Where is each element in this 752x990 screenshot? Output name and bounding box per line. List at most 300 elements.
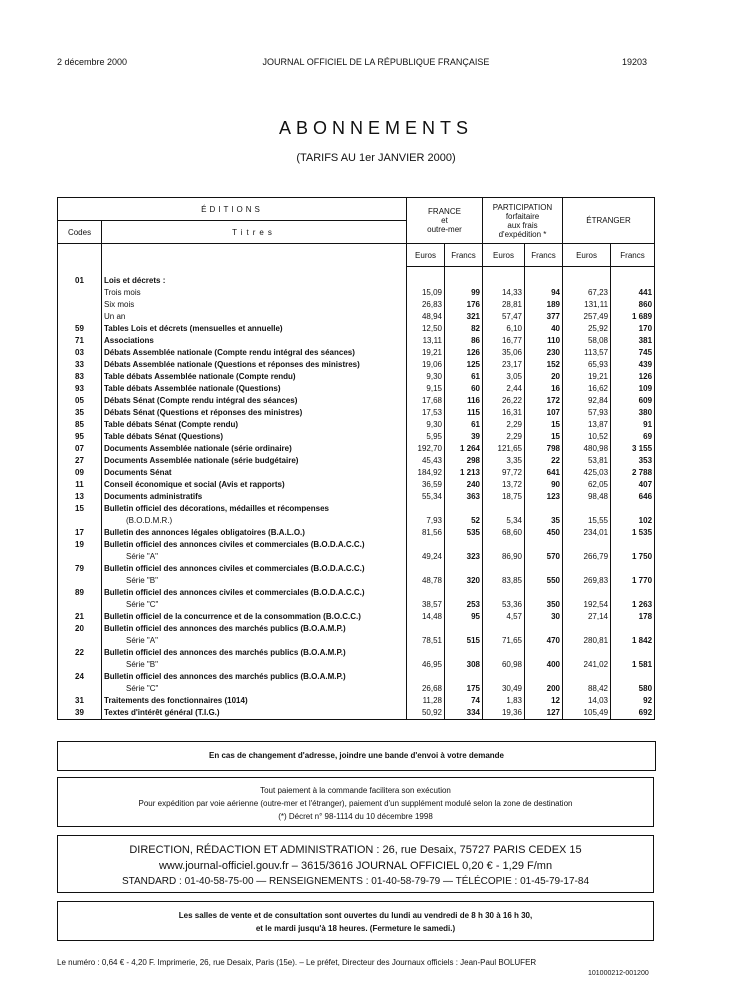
- row-code: 05: [58, 395, 102, 407]
- row-value: 48,94: [407, 311, 445, 323]
- row-value: 439: [611, 359, 655, 371]
- row-value: 38,57: [407, 587, 445, 611]
- row-code: 95: [58, 431, 102, 443]
- row-value: 16,62: [563, 383, 611, 395]
- direction-line1: DIRECTION, RÉDACTION ET ADMINISTRATION : 26, rue Desaix, 75727 PARIS CEDEX 15: [129, 844, 582, 856]
- row-title: Table débats Sénat (Questions): [102, 431, 407, 443]
- row-value: 26,22: [483, 395, 525, 407]
- row-title: Bulletin officiel des annonces des marchés publics (B.O.A.M.P.) Série "A": [102, 623, 407, 647]
- row-title: Débats Assemblée nationale (Compte rendu intégral des séances): [102, 347, 407, 359]
- row-code: 79: [58, 563, 102, 587]
- row-code: 85: [58, 419, 102, 431]
- row-value: 57,47: [483, 311, 525, 323]
- row-value: 14,33: [483, 287, 525, 299]
- row-value: 52: [445, 503, 483, 527]
- row-value: [407, 267, 445, 287]
- row-value: 78,51: [407, 623, 445, 647]
- row-code: 11: [58, 479, 102, 491]
- page-subtitle: (TARIFS AU 1er JANVIER 2000): [296, 152, 456, 164]
- row-value: 425,03: [563, 467, 611, 479]
- row-value: 320: [445, 563, 483, 587]
- row-value: 2,44: [483, 383, 525, 395]
- row-value: 745: [611, 347, 655, 359]
- row-value: 16,77: [483, 335, 525, 347]
- row-value: 86: [445, 335, 483, 347]
- row-code: 21: [58, 611, 102, 623]
- table-row: [58, 695, 655, 707]
- row-value: 17,53: [407, 407, 445, 419]
- row-value: 450: [525, 527, 563, 539]
- row-value: 14,03: [563, 695, 611, 707]
- row-value: 363: [445, 491, 483, 503]
- row-code: 33: [58, 359, 102, 371]
- table-row: [58, 707, 655, 720]
- row-value: 109: [611, 383, 655, 395]
- row-value: 60,98: [483, 647, 525, 671]
- row-value: 175: [445, 671, 483, 695]
- row-title: Lois et décrets :: [102, 267, 407, 287]
- row-value: 25,92: [563, 323, 611, 335]
- table-row: [58, 467, 655, 479]
- row-code: 24: [58, 671, 102, 695]
- row-value: 298: [445, 455, 483, 467]
- row-value: 189: [525, 299, 563, 311]
- row-value: 3 155: [611, 443, 655, 455]
- editions-header: ÉDITIONS: [58, 198, 407, 221]
- row-value: 609: [611, 395, 655, 407]
- row-code: 27: [58, 455, 102, 467]
- table-row: [58, 419, 655, 431]
- row-value: 1 842: [611, 623, 655, 647]
- row-value: 131,11: [563, 299, 611, 311]
- row-value: 380: [611, 407, 655, 419]
- row-value: 570: [525, 539, 563, 563]
- row-value: 49,24: [407, 539, 445, 563]
- row-code: 03: [58, 347, 102, 359]
- address-notice-box: [57, 741, 656, 771]
- table-row: [58, 623, 655, 647]
- row-title: Conseil économique et social (Avis et rapports): [102, 479, 407, 491]
- row-code: 17: [58, 527, 102, 539]
- row-value: 71,65: [483, 623, 525, 647]
- row-code: 89: [58, 587, 102, 611]
- row-value: 480,98: [563, 443, 611, 455]
- row-value: 192,54: [563, 587, 611, 611]
- row-value: 15: [525, 419, 563, 431]
- row-value: 350: [525, 587, 563, 611]
- header-page: 19203: [622, 57, 648, 67]
- euros-header: Euros: [407, 244, 445, 267]
- row-value: 92,84: [563, 395, 611, 407]
- tariffs-table: [57, 197, 655, 720]
- row-value: 1 770: [611, 563, 655, 587]
- row-value: 97,72: [483, 467, 525, 479]
- direction-box: [57, 835, 654, 893]
- row-value: 90: [525, 479, 563, 491]
- row-value: 266,79: [563, 539, 611, 563]
- table-row: [58, 299, 655, 311]
- table-row: [58, 587, 655, 611]
- row-value: 35: [525, 503, 563, 527]
- row-value: 35,06: [483, 347, 525, 359]
- row-value: 27,14: [563, 611, 611, 623]
- direction-line2: www.journal-officiel.gouv.fr – 3615/3616 JOURNAL OFFICIEL 0,20 € - 1,29 F/mn: [158, 860, 553, 872]
- row-code: 59: [58, 323, 102, 335]
- row-value: 48,78: [407, 563, 445, 587]
- row-value: 9,30: [407, 371, 445, 383]
- table-row: [58, 563, 655, 587]
- row-value: 88,42: [563, 671, 611, 695]
- row-value: 2,29: [483, 431, 525, 443]
- row-value: 12: [525, 695, 563, 707]
- row-value: 280,81: [563, 623, 611, 647]
- row-value: 30,49: [483, 671, 525, 695]
- row-value: 19,36: [483, 707, 525, 720]
- payment-line1: Tout paiement à la commande facilitera son exécution: [260, 786, 451, 795]
- row-value: 13,72: [483, 479, 525, 491]
- row-value: 535: [445, 527, 483, 539]
- address-notice: En cas de changement d'adresse, joindre une bande d'envoi à votre demande: [209, 751, 504, 760]
- francs-header: Francs: [525, 244, 563, 267]
- row-value: 12,50: [407, 323, 445, 335]
- row-value: 192,70: [407, 443, 445, 455]
- header-date: 2 décembre 2000: [57, 57, 128, 67]
- row-value: 53,36: [483, 587, 525, 611]
- row-value: 3,05: [483, 371, 525, 383]
- row-value: 381: [611, 335, 655, 347]
- row-value: 81,56: [407, 527, 445, 539]
- table-row: [58, 611, 655, 623]
- row-code: [58, 311, 102, 323]
- row-value: 67,23: [563, 287, 611, 299]
- row-value: 23,17: [483, 359, 525, 371]
- sales-box: [57, 901, 654, 941]
- table-row: [58, 647, 655, 671]
- row-title: Bulletin officiel des annonces civiles et commerciales (B.O.D.A.C.C.) Série "C": [102, 587, 407, 611]
- row-value: 323: [445, 539, 483, 563]
- row-title: Bulletin officiel des annonces civiles et commerciales (B.O.D.A.C.C.) Série "B": [102, 563, 407, 587]
- row-value: 441: [611, 287, 655, 299]
- row-value: 20: [525, 371, 563, 383]
- row-value: 14,48: [407, 611, 445, 623]
- row-value: 1 213: [445, 467, 483, 479]
- row-value: 116: [445, 395, 483, 407]
- codes-header: Codes: [58, 221, 102, 244]
- table-row: [58, 443, 655, 455]
- row-value: 184,92: [407, 467, 445, 479]
- row-value: 16,31: [483, 407, 525, 419]
- row-value: 377: [525, 311, 563, 323]
- row-value: 176: [445, 299, 483, 311]
- row-code: 93: [58, 383, 102, 395]
- row-value: 170: [611, 323, 655, 335]
- row-value: 22: [525, 455, 563, 467]
- footer-ref: 101000212-001200: [588, 970, 649, 977]
- table-row: [58, 371, 655, 383]
- row-code: 20: [58, 623, 102, 647]
- row-value: 1 581: [611, 647, 655, 671]
- row-value: 11,28: [407, 695, 445, 707]
- payment-box: [57, 777, 654, 827]
- payment-line3: (*) Décret n° 98-1114 du 10 décembre 1998: [278, 812, 433, 821]
- table-row: [58, 311, 655, 323]
- row-value: 86,90: [483, 539, 525, 563]
- table-row: [58, 455, 655, 467]
- row-value: 126: [611, 371, 655, 383]
- row-value: 19,21: [407, 347, 445, 359]
- row-value: 15: [525, 431, 563, 443]
- row-value: 16: [525, 383, 563, 395]
- etranger-header: ÉTRANGER: [563, 198, 655, 244]
- francs-header: Francs: [445, 244, 483, 267]
- row-value: 82: [445, 323, 483, 335]
- row-code: 15: [58, 503, 102, 527]
- row-code: 22: [58, 647, 102, 671]
- row-title: Documents Assemblée nationale (série budgétaire): [102, 455, 407, 467]
- table-row: [58, 407, 655, 419]
- header-journal: JOURNAL OFFICIEL DE LA RÉPUBLIQUE FRANÇAISE: [262, 57, 490, 67]
- table-row: [58, 503, 655, 527]
- row-value: 580: [611, 671, 655, 695]
- row-value: 115: [445, 407, 483, 419]
- row-code: 01: [58, 267, 102, 287]
- row-value: [445, 267, 483, 287]
- row-value: 61: [445, 371, 483, 383]
- table-row: [58, 395, 655, 407]
- table-row: [58, 479, 655, 491]
- row-title: Table débats Sénat (Compte rendu): [102, 419, 407, 431]
- row-title: Bulletin des annonces légales obligatoires (B.A.L.O.): [102, 527, 407, 539]
- row-title: Six mois: [102, 299, 407, 311]
- row-code: 07: [58, 443, 102, 455]
- row-value: 257,49: [563, 311, 611, 323]
- row-value: 13,11: [407, 335, 445, 347]
- row-value: 321: [445, 311, 483, 323]
- row-value: 74: [445, 695, 483, 707]
- row-value: 9,30: [407, 419, 445, 431]
- row-value: 353: [611, 455, 655, 467]
- row-value: 200: [525, 671, 563, 695]
- footer-line: Le numéro : 0,64 € - 4,20 F. Imprimerie, 26, rue Desaix, Paris (15e). – Le préfet, Directeur des Journaux officiels : Jean-Paul BOLUFER: [57, 958, 537, 967]
- payment-line2: Pour expédition par voie aérienne (outre-mer et l'étranger), paiement d'un supplément modulé selon la zone de destination: [138, 799, 573, 808]
- table-row: [58, 267, 655, 287]
- table-row: [58, 539, 655, 563]
- row-title: Débats Sénat (Questions et réponses des ministres): [102, 407, 407, 419]
- row-value: 4,57: [483, 611, 525, 623]
- table-row: [58, 359, 655, 371]
- row-value: 46,95: [407, 647, 445, 671]
- row-title: Bulletin officiel de la concurrence et de la consommation (B.O.C.C.): [102, 611, 407, 623]
- row-value: 60: [445, 383, 483, 395]
- row-value: 253: [445, 587, 483, 611]
- row-value: 18,75: [483, 491, 525, 503]
- row-value: 69: [611, 431, 655, 443]
- row-value: 240: [445, 479, 483, 491]
- row-value: 50,92: [407, 707, 445, 720]
- row-value: 1 264: [445, 443, 483, 455]
- row-value: 1 535: [611, 527, 655, 539]
- row-value: 15,55: [563, 503, 611, 527]
- row-code: 31: [58, 695, 102, 707]
- row-value: 15,09: [407, 287, 445, 299]
- table-row: [58, 347, 655, 359]
- sales-line2: et le mardi jusqu'à 18 heures. (Fermeture le samedi.): [255, 924, 456, 933]
- row-value: 2,29: [483, 419, 525, 431]
- row-value: 2 788: [611, 467, 655, 479]
- table-row: [58, 671, 655, 695]
- row-value: 1 750: [611, 539, 655, 563]
- row-title: Associations: [102, 335, 407, 347]
- row-value: 9,15: [407, 383, 445, 395]
- row-value: 5,95: [407, 431, 445, 443]
- row-value: 19,06: [407, 359, 445, 371]
- table-row: [58, 491, 655, 503]
- row-value: 40: [525, 323, 563, 335]
- row-value: 121,65: [483, 443, 525, 455]
- row-value: 308: [445, 647, 483, 671]
- row-value: 61: [445, 419, 483, 431]
- row-title: Bulletin officiel des annonces civiles et commerciales (B.O.D.A.C.C.) Série "A": [102, 539, 407, 563]
- row-value: 95: [445, 611, 483, 623]
- row-value: 646: [611, 491, 655, 503]
- row-value: 113,57: [563, 347, 611, 359]
- row-value: 125: [445, 359, 483, 371]
- row-title: Documents Sénat: [102, 467, 407, 479]
- francs-header: Francs: [611, 244, 655, 267]
- row-value: 53,81: [563, 455, 611, 467]
- row-value: 334: [445, 707, 483, 720]
- row-title: Textes d'intérêt général (T.I.G.): [102, 707, 407, 720]
- row-value: 13,87: [563, 419, 611, 431]
- row-value: 692: [611, 707, 655, 720]
- table-row: [58, 335, 655, 347]
- row-value: 1 263: [611, 587, 655, 611]
- row-value: 17,68: [407, 395, 445, 407]
- row-value: 860: [611, 299, 655, 311]
- table-row: [58, 431, 655, 443]
- row-value: 3,35: [483, 455, 525, 467]
- table-row: [58, 287, 655, 299]
- row-title: Traitements des fonctionnaires (1014): [102, 695, 407, 707]
- row-value: 1 689: [611, 311, 655, 323]
- row-title: Table débats Assemblée nationale (Questions): [102, 383, 407, 395]
- table-row: [58, 383, 655, 395]
- row-code: 13: [58, 491, 102, 503]
- row-value: 550: [525, 563, 563, 587]
- row-value: 234,01: [563, 527, 611, 539]
- row-value: 7,93: [407, 503, 445, 527]
- row-value: 178: [611, 611, 655, 623]
- row-code: 39: [58, 707, 102, 720]
- euros-header: Euros: [483, 244, 525, 267]
- row-value: 30: [525, 611, 563, 623]
- row-value: 152: [525, 359, 563, 371]
- row-title: Débats Sénat (Compte rendu intégral des séances): [102, 395, 407, 407]
- row-value: 19,21: [563, 371, 611, 383]
- table-row: [58, 323, 655, 335]
- row-title: Débats Assemblée nationale (Questions et réponses des ministres): [102, 359, 407, 371]
- row-code: 19: [58, 539, 102, 563]
- row-value: 28,81: [483, 299, 525, 311]
- row-value: 36,59: [407, 479, 445, 491]
- row-value: 515: [445, 623, 483, 647]
- row-value: 105,49: [563, 707, 611, 720]
- row-value: 26,83: [407, 299, 445, 311]
- row-value: 62,05: [563, 479, 611, 491]
- row-value: 39: [445, 431, 483, 443]
- participation-header: PARTICIPATION forfaitaire aux frais d'expédition *: [483, 198, 563, 244]
- row-title: Bulletin officiel des annonces des marchés publics (B.O.A.M.P.) Série "C": [102, 671, 407, 695]
- row-title: Bulletin officiel des décorations, médailles et récompenses (B.O.D.M.R.): [102, 503, 407, 527]
- row-value: 241,02: [563, 647, 611, 671]
- row-value: 68,60: [483, 527, 525, 539]
- row-value: 127: [525, 707, 563, 720]
- row-code: 83: [58, 371, 102, 383]
- row-title: Documents Assemblée nationale (série ordinaire): [102, 443, 407, 455]
- row-value: 5,34: [483, 503, 525, 527]
- row-value: [525, 267, 563, 287]
- page-title: ABONNEMENTS: [278, 118, 474, 138]
- row-value: 107: [525, 407, 563, 419]
- row-value: [611, 267, 655, 287]
- row-value: [483, 267, 525, 287]
- euros-header: Euros: [563, 244, 611, 267]
- row-value: 98,48: [563, 491, 611, 503]
- row-value: 57,93: [563, 407, 611, 419]
- row-value: [563, 267, 611, 287]
- row-title: Documents administratifs: [102, 491, 407, 503]
- row-value: 65,93: [563, 359, 611, 371]
- row-title: Tables Lois et décrets (mensuelles et annuelle): [102, 323, 407, 335]
- row-value: 641: [525, 467, 563, 479]
- table-row: [58, 527, 655, 539]
- row-value: 470: [525, 623, 563, 647]
- row-value: 45,43: [407, 455, 445, 467]
- row-value: 126: [445, 347, 483, 359]
- row-title: Table débats Assemblée nationale (Compte rendu): [102, 371, 407, 383]
- row-code: [58, 299, 102, 311]
- row-value: 110: [525, 335, 563, 347]
- row-value: 92: [611, 695, 655, 707]
- row-value: 94: [525, 287, 563, 299]
- row-value: 400: [525, 647, 563, 671]
- row-value: 26,68: [407, 671, 445, 695]
- france-header: FRANCE et outre-mer: [407, 198, 483, 244]
- row-value: 10,52: [563, 431, 611, 443]
- row-value: 123: [525, 491, 563, 503]
- row-value: 798: [525, 443, 563, 455]
- direction-line3: STANDARD : 01-40-58-75-00 — RENSEIGNEMENTS : 01-40-58-79-79 — TÉLÉCOPIE : 01-45-79-17-84: [121, 876, 590, 887]
- row-value: 269,83: [563, 563, 611, 587]
- row-code: [58, 287, 102, 299]
- row-title: Trois mois: [102, 287, 407, 299]
- row-value: 102: [611, 503, 655, 527]
- titres-header: Titres: [102, 221, 407, 244]
- row-value: 6,10: [483, 323, 525, 335]
- row-value: 172: [525, 395, 563, 407]
- row-value: 91: [611, 419, 655, 431]
- row-value: 83,85: [483, 563, 525, 587]
- row-value: 99: [445, 287, 483, 299]
- row-title: Un an: [102, 311, 407, 323]
- row-value: 407: [611, 479, 655, 491]
- row-value: 58,08: [563, 335, 611, 347]
- row-title: Bulletin officiel des annonces des marchés publics (B.O.A.M.P.) Série "B": [102, 647, 407, 671]
- row-value: 55,34: [407, 491, 445, 503]
- row-code: 35: [58, 407, 102, 419]
- row-value: 1,83: [483, 695, 525, 707]
- row-code: 71: [58, 335, 102, 347]
